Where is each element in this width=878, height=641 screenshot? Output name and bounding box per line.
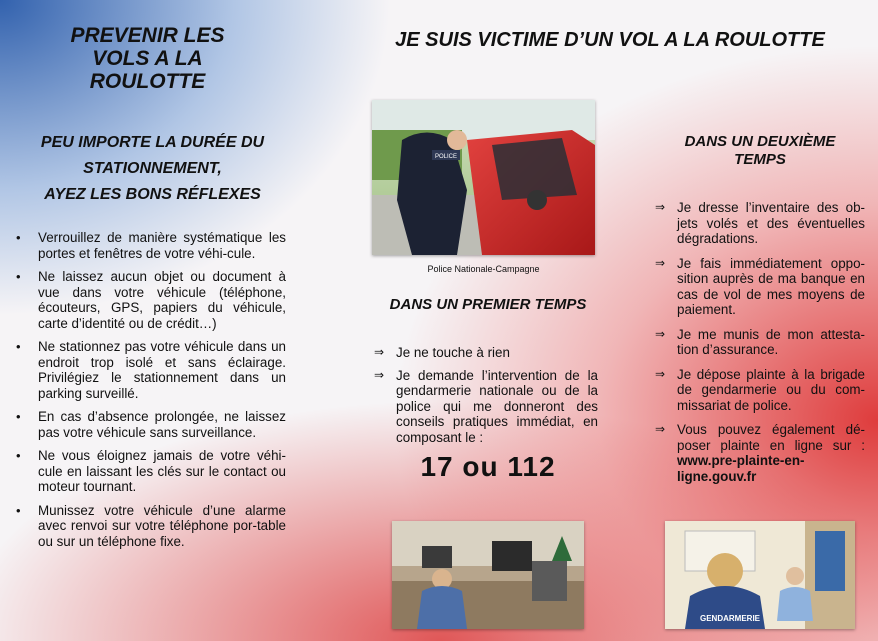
list-item: • En cas d’absence prolongée, ne laissez pas votre véhicule sans surveillance.: [14, 409, 286, 440]
gendarmerie-photo: [665, 521, 855, 629]
first-step-heading: DANS UN PREMIER TEMPS: [389, 296, 587, 313]
double-arrow-icon: ⇒: [655, 326, 666, 341]
list-item-text: Je demande l’intervention de la gendarmerie nationale ou de la police qui me donneront des conseils pratiques immédiat, en composant le :: [396, 367, 598, 445]
police-car-photo: [372, 100, 595, 255]
gendarmerie-illustration: [665, 521, 855, 629]
left-subhead-line-1: PEU IMPORTE LA DURÉE DU: [40, 134, 265, 151]
left-title-line-2: VOLS A LA: [92, 47, 203, 70]
double-arrow-icon: ⇒: [655, 200, 666, 214]
second-step-list: [655, 200, 865, 493]
left-subhead-line-3: AYEZ LES BONS RÉFLEXES: [44, 186, 261, 203]
left-title: [40, 24, 255, 93]
list-item: • Ne stationnez pas votre véhicule dans un endroit trop isolé et sans éclairage. Privilégiez le stationnement dans un parking surveillé.: [14, 339, 286, 401]
list-item-text: Je ne touche à rien: [396, 345, 510, 360]
left-title-line-3: ROULOTTE: [89, 70, 206, 93]
list-item-text: Je me munis de mon attesta-tion d’assurance.: [677, 326, 865, 357]
list-item: [655, 422, 865, 484]
list-item: [655, 200, 865, 247]
list-item-text: Je fais immédiatement oppo-sition auprès de ma banque en cas de vol de mes moyens de paiement.: [677, 255, 865, 317]
double-arrow-icon: ⇒: [655, 366, 666, 381]
list-item: • Munissez votre véhicule d’une alarme avec renvoi sur votre téléphone por-table ou sur un téléphone fixe.: [14, 503, 286, 550]
list-item: [374, 345, 598, 361]
left-subhead: [30, 130, 275, 208]
online-complaint-link[interactable]: www.pre-plainte-en-ligne.gouv.fr: [677, 453, 805, 484]
prevention-list: [14, 230, 286, 557]
photo-caption: Police Nationale-Campagne: [427, 264, 540, 274]
list-item-text: Je dépose plainte à la brigade de gendarmerie ou du com-missariat de police.: [677, 366, 865, 413]
first-step-list: [374, 345, 598, 452]
list-item: [655, 256, 865, 318]
list-item-text: Je dresse l’inventaire des ob-jets volés et des éventuelles dégradations.: [677, 200, 865, 246]
call-center-illustration: [392, 521, 584, 629]
page-title: JE SUIS VICTIME D’UN VOL A LA ROULOTTE: [395, 29, 825, 51]
police-badge-text: POLICE: [435, 154, 458, 160]
double-arrow-icon: ⇒: [374, 345, 385, 359]
left-title-line-1: PREVENIR LES: [70, 24, 225, 47]
second-step-heading: [660, 133, 860, 169]
police-car-illustration: [372, 100, 595, 255]
emergency-number: 17 ou 112: [420, 451, 556, 482]
gendarmerie-label: GENDARMERIE: [700, 614, 761, 623]
list-item: [655, 367, 865, 414]
call-center-photo: [392, 521, 584, 629]
second-step-heading-line-2: TEMPS: [734, 151, 786, 168]
double-arrow-icon: ⇒: [655, 422, 666, 436]
double-arrow-icon: ⇒: [374, 367, 385, 382]
online-complaint-text: Vous pouvez également dé-poser plainte en ligne sur :: [677, 422, 865, 453]
list-item: • Ne vous éloignez jamais de votre véhi-cule en laissant les clés sur le contact ou moteur tournant.: [14, 448, 286, 495]
second-step-heading-line-1: DANS UN DEUXIÈME: [684, 133, 836, 150]
left-subhead-line-2: STATIONNEMENT,: [83, 160, 222, 177]
list-item: [655, 327, 865, 358]
list-item: [374, 368, 598, 446]
list-item: • Verrouillez de manière systématique les portes et fenêtres de votre véhi-cule.: [14, 230, 286, 261]
double-arrow-icon: ⇒: [655, 255, 666, 270]
list-item: • Ne laissez aucun objet ou document à vue dans votre véhicule (téléphone, écouteurs, GPS, papiers du véhicule, carte d’identité ou de crédit…): [14, 269, 286, 331]
